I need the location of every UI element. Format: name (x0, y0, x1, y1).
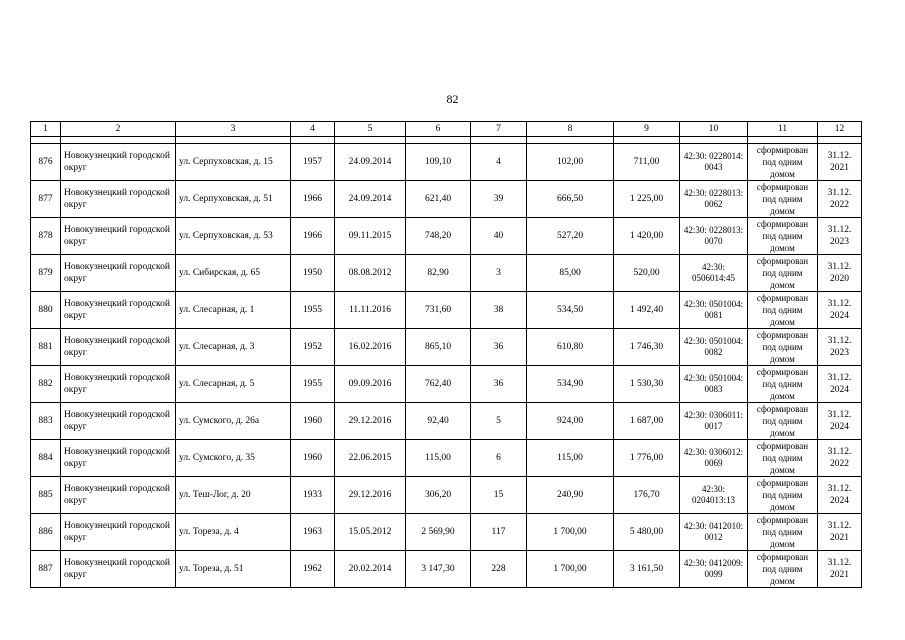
row-number: 881 (31, 329, 61, 366)
municipality-cell: Новокузнецкий городской округ (61, 514, 176, 551)
table-row (31, 551, 862, 588)
column-number-row (31, 122, 862, 137)
residents-cell: 15 (471, 477, 527, 514)
land-status-cell: сформирован под одним домом (748, 477, 818, 514)
cadastral-number-cell: 42:30: 0501004: 0083 (680, 366, 748, 403)
deadline-cell: 31.12. 2023 (818, 218, 862, 255)
land-status-cell: сформирован под одним домом (748, 440, 818, 477)
area-living-cell: 527,20 (527, 218, 614, 255)
table-row (31, 403, 862, 440)
area-total-cell: 92,40 (406, 403, 471, 440)
area-land-cell: 1 420,00 (614, 218, 680, 255)
deadline-cell: 31.12. 2023 (818, 329, 862, 366)
land-status-cell: сформирован под одним домом (748, 366, 818, 403)
date-cell: 16.02.2016 (335, 329, 406, 366)
address-cell: ул. Сумского, д. 26а (176, 403, 291, 440)
header-spacer-row (31, 137, 862, 144)
date-cell: 15.05.2012 (335, 514, 406, 551)
column-header: 3 (176, 122, 291, 137)
table-row (31, 218, 862, 255)
row-number: 882 (31, 366, 61, 403)
address-cell: ул. Теш-Лог, д. 20 (176, 477, 291, 514)
table-row (31, 477, 862, 514)
column-header: 7 (471, 122, 527, 137)
land-status-cell: сформирован под одним домом (748, 514, 818, 551)
area-living-cell: 102,00 (527, 144, 614, 181)
municipality-cell: Новокузнецкий городской округ (61, 403, 176, 440)
area-total-cell: 762,40 (406, 366, 471, 403)
column-header: 5 (335, 122, 406, 137)
address-cell: ул. Слесарная, д. 1 (176, 292, 291, 329)
row-number: 879 (31, 255, 61, 292)
year-cell: 1950 (291, 255, 335, 292)
date-cell: 11.11.2016 (335, 292, 406, 329)
municipality-cell: Новокузнецкий городской округ (61, 366, 176, 403)
residents-cell: 36 (471, 366, 527, 403)
row-number: 885 (31, 477, 61, 514)
deadline-cell: 31.12. 2021 (818, 144, 862, 181)
deadline-cell: 31.12. 2022 (818, 440, 862, 477)
area-land-cell: 176,70 (614, 477, 680, 514)
land-status-cell: сформирован под одним домом (748, 292, 818, 329)
year-cell: 1957 (291, 144, 335, 181)
area-living-cell: 1 700,00 (527, 551, 614, 588)
deadline-cell: 31.12. 2022 (818, 181, 862, 218)
area-living-cell: 610,80 (527, 329, 614, 366)
cadastral-number-cell: 42:30: 0506014:45 (680, 255, 748, 292)
cadastral-number-cell: 42:30: 0412009: 0099 (680, 551, 748, 588)
cadastral-number-cell: 42:30: 0228013: 0070 (680, 218, 748, 255)
area-land-cell: 1 746,30 (614, 329, 680, 366)
area-land-cell: 1 687,00 (614, 403, 680, 440)
area-living-cell: 240,90 (527, 477, 614, 514)
area-living-cell: 85,00 (527, 255, 614, 292)
municipality-cell: Новокузнецкий городской округ (61, 477, 176, 514)
address-cell: ул. Серпуховская, д. 51 (176, 181, 291, 218)
area-total-cell: 865,10 (406, 329, 471, 366)
cadastral-number-cell: 42:30: 0412010: 0012 (680, 514, 748, 551)
year-cell: 1966 (291, 218, 335, 255)
residents-cell: 36 (471, 329, 527, 366)
land-status-cell: сформирован под одним домом (748, 181, 818, 218)
address-cell: ул. Тореза, д. 4 (176, 514, 291, 551)
cadastral-number-cell: 42:30: 0306012: 0069 (680, 440, 748, 477)
area-land-cell: 1 530,30 (614, 366, 680, 403)
area-total-cell: 82,90 (406, 255, 471, 292)
deadline-cell: 31.12. 2020 (818, 255, 862, 292)
land-status-cell: сформирован под одним домом (748, 218, 818, 255)
column-header: 4 (291, 122, 335, 137)
row-number: 887 (31, 551, 61, 588)
address-cell: ул. Сибирская, д. 65 (176, 255, 291, 292)
deadline-cell: 31.12. 2024 (818, 477, 862, 514)
residents-cell: 117 (471, 514, 527, 551)
deadline-cell: 31.12. 2024 (818, 366, 862, 403)
address-cell: ул. Серпуховская, д. 15 (176, 144, 291, 181)
municipality-cell: Новокузнецкий городской округ (61, 292, 176, 329)
date-cell: 09.09.2016 (335, 366, 406, 403)
area-living-cell: 1 700,00 (527, 514, 614, 551)
year-cell: 1955 (291, 292, 335, 329)
area-living-cell: 534,90 (527, 366, 614, 403)
column-header: 11 (748, 122, 818, 137)
area-land-cell: 1 225,00 (614, 181, 680, 218)
date-cell: 08.08.2012 (335, 255, 406, 292)
municipality-cell: Новокузнецкий городской округ (61, 440, 176, 477)
year-cell: 1933 (291, 477, 335, 514)
residents-cell: 40 (471, 218, 527, 255)
housing-registry-table (30, 121, 862, 588)
year-cell: 1963 (291, 514, 335, 551)
municipality-cell: Новокузнецкий городской округ (61, 255, 176, 292)
table-row (31, 144, 862, 181)
cadastral-number-cell: 42:30: 0204013:13 (680, 477, 748, 514)
date-cell: 29.12.2016 (335, 403, 406, 440)
table-body (31, 137, 862, 588)
row-number: 876 (31, 144, 61, 181)
address-cell: ул. Слесарная, д. 3 (176, 329, 291, 366)
year-cell: 1962 (291, 551, 335, 588)
area-total-cell: 115,00 (406, 440, 471, 477)
area-living-cell: 924,00 (527, 403, 614, 440)
residents-cell: 39 (471, 181, 527, 218)
area-land-cell: 711,00 (614, 144, 680, 181)
table-row (31, 514, 862, 551)
date-cell: 22.06.2015 (335, 440, 406, 477)
row-number: 883 (31, 403, 61, 440)
table-row (31, 440, 862, 477)
date-cell: 09.11.2015 (335, 218, 406, 255)
residents-cell: 38 (471, 292, 527, 329)
residents-cell: 3 (471, 255, 527, 292)
municipality-cell: Новокузнецкий городской округ (61, 181, 176, 218)
address-cell: ул. Сумского, д. 35 (176, 440, 291, 477)
residents-cell: 228 (471, 551, 527, 588)
column-header: 6 (406, 122, 471, 137)
area-land-cell: 520,00 (614, 255, 680, 292)
deadline-cell: 31.12. 2021 (818, 514, 862, 551)
table-row (31, 292, 862, 329)
residents-cell: 4 (471, 144, 527, 181)
year-cell: 1960 (291, 403, 335, 440)
year-cell: 1960 (291, 440, 335, 477)
column-header: 2 (61, 122, 176, 137)
land-status-cell: сформирован под одним домом (748, 329, 818, 366)
date-cell: 20.02.2014 (335, 551, 406, 588)
municipality-cell: Новокузнецкий городской округ (61, 218, 176, 255)
municipality-cell: Новокузнецкий городской округ (61, 551, 176, 588)
deadline-cell: 31.12. 2024 (818, 403, 862, 440)
date-cell: 24.09.2014 (335, 181, 406, 218)
address-cell: ул. Слесарная, д. 5 (176, 366, 291, 403)
area-land-cell: 1 492,40 (614, 292, 680, 329)
residents-cell: 5 (471, 403, 527, 440)
date-cell: 29.12.2016 (335, 477, 406, 514)
area-total-cell: 109,10 (406, 144, 471, 181)
land-status-cell: сформирован под одним домом (748, 144, 818, 181)
residents-cell: 6 (471, 440, 527, 477)
area-total-cell: 3 147,30 (406, 551, 471, 588)
table-row (31, 366, 862, 403)
address-cell: ул. Тореза, д. 51 (176, 551, 291, 588)
row-number: 886 (31, 514, 61, 551)
area-living-cell: 534,50 (527, 292, 614, 329)
area-total-cell: 731,60 (406, 292, 471, 329)
cadastral-number-cell: 42:30: 0501004: 0082 (680, 329, 748, 366)
municipality-cell: Новокузнецкий городской округ (61, 329, 176, 366)
land-status-cell: сформирован под одним домом (748, 403, 818, 440)
land-status-cell: сформирован под одним домом (748, 255, 818, 292)
cadastral-number-cell: 42:30: 0306011: 0017 (680, 403, 748, 440)
page-number: 82 (446, 92, 459, 106)
land-status-cell: сформирован под одним домом (748, 551, 818, 588)
area-land-cell: 1 776,00 (614, 440, 680, 477)
area-living-cell: 115,00 (527, 440, 614, 477)
row-number: 880 (31, 292, 61, 329)
column-header: 9 (614, 122, 680, 137)
column-header: 1 (31, 122, 61, 137)
year-cell: 1966 (291, 181, 335, 218)
address-cell: ул. Серпуховская, д. 53 (176, 218, 291, 255)
municipality-cell: Новокузнецкий городской округ (61, 144, 176, 181)
cadastral-number-cell: 42:30: 0501004: 0081 (680, 292, 748, 329)
year-cell: 1952 (291, 329, 335, 366)
column-header: 8 (527, 122, 614, 137)
cadastral-number-cell: 42:30: 0228013: 0062 (680, 181, 748, 218)
year-cell: 1955 (291, 366, 335, 403)
area-total-cell: 306,20 (406, 477, 471, 514)
area-land-cell: 5 480,00 (614, 514, 680, 551)
deadline-cell: 31.12. 2024 (818, 292, 862, 329)
area-total-cell: 621,40 (406, 181, 471, 218)
table-row (31, 329, 862, 366)
area-land-cell: 3 161,50 (614, 551, 680, 588)
row-number: 878 (31, 218, 61, 255)
table-row (31, 181, 862, 218)
row-number: 884 (31, 440, 61, 477)
column-header: 12 (818, 122, 862, 137)
column-header: 10 (680, 122, 748, 137)
row-number: 877 (31, 181, 61, 218)
area-living-cell: 666,50 (527, 181, 614, 218)
area-total-cell: 2 569,90 (406, 514, 471, 551)
table-row (31, 255, 862, 292)
date-cell: 24.09.2014 (335, 144, 406, 181)
deadline-cell: 31.12. 2021 (818, 551, 862, 588)
area-total-cell: 748,20 (406, 218, 471, 255)
cadastral-number-cell: 42:30: 0228014: 0043 (680, 144, 748, 181)
